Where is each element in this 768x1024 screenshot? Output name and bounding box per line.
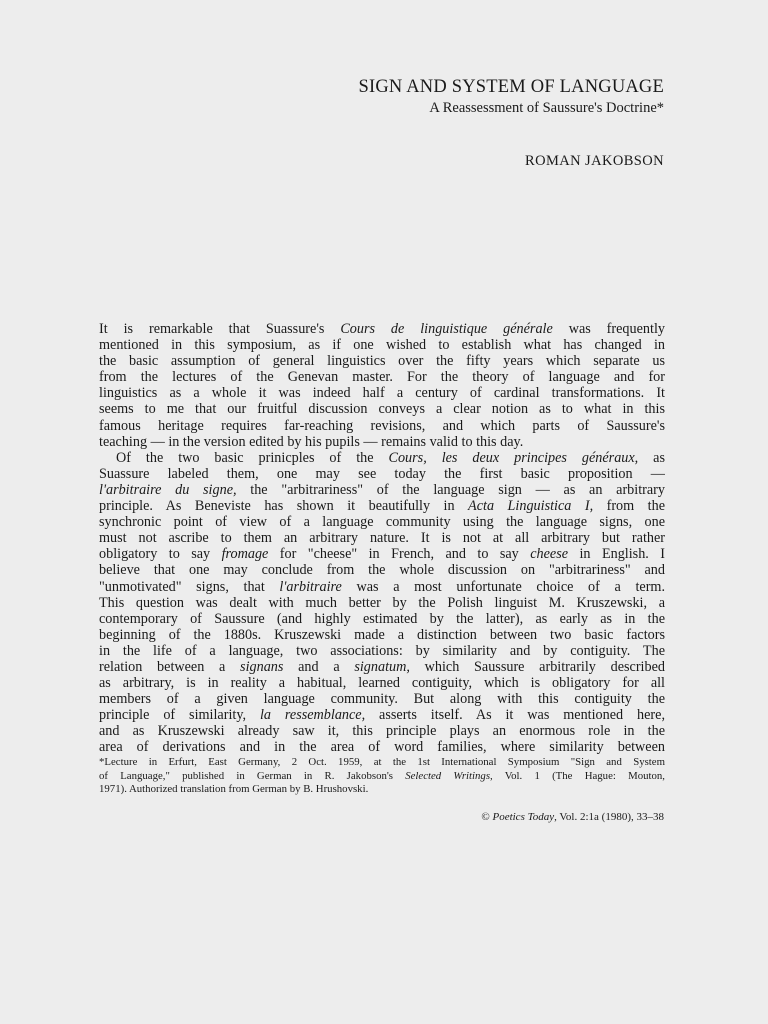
body-line bbox=[99, 707, 665, 723]
italic-text: cheese bbox=[530, 546, 569, 563]
text-run: *Lecture in Erfurt, East Germany, 2 Oct. 1959, at the 1st International Symposium "Sign and System bbox=[99, 756, 665, 768]
body-line bbox=[99, 530, 665, 546]
text-run: area of derivations and in the area of word families, where similarity between bbox=[99, 739, 665, 756]
text-run: obligatory to say bbox=[99, 546, 222, 563]
text-run: This question was dealt with much better by the Polish linguist M. Kruszewski, a bbox=[99, 594, 665, 611]
footnote-line bbox=[99, 783, 665, 797]
body-line bbox=[99, 450, 665, 466]
body-line bbox=[99, 482, 665, 498]
article-subtitle: A Reassessment of Saussure's Doctrine* bbox=[429, 100, 664, 116]
text-run: for "cheese" in French, and to say bbox=[268, 546, 531, 563]
text-run: It is remarkable that Suassure's bbox=[99, 321, 341, 337]
body-line bbox=[99, 579, 665, 595]
italic-text: la ressemblance, bbox=[259, 707, 366, 724]
text-run: 1971). Authorized translation from German by B. Hrushovski. bbox=[99, 783, 369, 795]
text-run: famous heritage requires far-reaching revisions, and which parts of Saussure's bbox=[99, 417, 665, 434]
italic-text: fromage bbox=[221, 546, 269, 563]
text-run: from the lectures of the Genevan master. For the theory of language and for bbox=[99, 369, 665, 386]
body-text bbox=[99, 321, 665, 756]
body-line bbox=[99, 562, 665, 578]
body-line bbox=[99, 418, 665, 434]
body-line bbox=[99, 643, 665, 659]
text-run: the "arbitrariness" of the language sign — as an arbitrary bbox=[236, 481, 665, 498]
text-run: was frequently bbox=[552, 321, 665, 337]
italic-text: signans bbox=[240, 658, 284, 675]
body-line bbox=[99, 466, 665, 482]
journal-details: , Vol. 2:1a (1980), 33–38 bbox=[554, 811, 664, 823]
body-line bbox=[99, 514, 665, 530]
article-header bbox=[358, 76, 664, 118]
text-run: Vol. 1 (The Hague: Mouton, bbox=[492, 769, 665, 782]
text-run: from the bbox=[593, 498, 665, 515]
body-line bbox=[99, 385, 665, 401]
text-run: synchronic point of view of a language community using the language signs, one bbox=[99, 514, 665, 531]
text-run: believe that one may conclude from the whole discussion on "arbitrariness" and bbox=[99, 562, 665, 579]
text-run: Of the two basic prinicples of the bbox=[116, 449, 389, 466]
body-line bbox=[99, 691, 665, 707]
italic-text: Cours, les deux principes généraux, bbox=[388, 449, 639, 466]
body-line bbox=[99, 723, 665, 739]
footnote bbox=[99, 756, 665, 797]
body-line bbox=[99, 675, 665, 691]
author-name: ROMAN JAKOBSON bbox=[525, 153, 664, 169]
text-run: the basic assumption of general linguistics over the fifty years which separate us bbox=[99, 353, 665, 370]
body-line bbox=[99, 321, 665, 337]
body-line bbox=[99, 401, 665, 417]
italic-text: l'arbitraire du signe, bbox=[99, 481, 237, 498]
text-run: seems to me that our fruitful discussion conveys a clear notion as to what in this bbox=[99, 401, 665, 418]
text-run: in English. I bbox=[568, 546, 665, 563]
text-run: in the life of a language, two associations: by similarity and by contiguity. The bbox=[99, 642, 665, 659]
text-run: contemporary of Saussure (and highly estimated by the latter), as early as in the bbox=[99, 610, 665, 627]
text-run: and a bbox=[283, 658, 355, 675]
text-run: relation between a bbox=[99, 658, 241, 675]
body-line bbox=[99, 353, 665, 369]
text-run: principle. As Beneviste has shown it beautifully in bbox=[99, 498, 469, 515]
body-line bbox=[99, 659, 665, 675]
italic-text: Acta Linguistica I, bbox=[468, 498, 594, 515]
body-line bbox=[99, 595, 665, 611]
journal-name: Poetics Today bbox=[492, 811, 555, 823]
body-line bbox=[99, 369, 665, 385]
text-run: "unmotivated" signs, that bbox=[99, 578, 280, 595]
text-run: members of a given language community. But along with this contiguity the bbox=[99, 691, 665, 708]
text-run: as arbitrary, is in reality a habitual, learned contiguity, which is obligatory for all bbox=[99, 675, 665, 692]
body-line bbox=[99, 627, 665, 643]
text-run: beginning of the 1880s. Kruszewski made a distinction between two basic factors bbox=[99, 626, 665, 643]
text-run: and as Kruszewski already saw it, this principle plays an enormous role in the bbox=[99, 723, 665, 740]
text-run: asserts itself. As it was mentioned here, bbox=[365, 707, 665, 724]
body-line bbox=[99, 337, 665, 353]
body-line bbox=[99, 434, 665, 450]
text-run: Suassure labeled them, one may see today the first basic proposition — bbox=[99, 465, 665, 482]
italic-text: signatum, bbox=[354, 658, 410, 675]
footnote-line bbox=[99, 770, 665, 784]
text-run: must not ascribe to them an arbitrary nature. It is not at all arbitrary but rather bbox=[99, 530, 665, 547]
text-run: linguistics as a whole it was indeed half a century of cardinal transformations. It bbox=[99, 385, 665, 402]
text-run: was a most unfortunate choice of a term. bbox=[341, 578, 665, 595]
footnote-line bbox=[99, 756, 665, 770]
text-run: which Saussure arbitrarily described bbox=[409, 658, 665, 675]
body-line bbox=[99, 546, 665, 562]
italic-text: Selected Writings, bbox=[405, 769, 493, 782]
text-run: teaching — in the version edited by his pupils — remains valid to this day. bbox=[99, 433, 524, 450]
text-run: of Language," published in German in R. Jakobson's bbox=[99, 769, 406, 782]
italic-text: l'arbitraire bbox=[279, 578, 342, 595]
text-run: principle of similarity, bbox=[99, 707, 260, 724]
italic-text: Cours de linguistique générale bbox=[340, 321, 553, 337]
copyright-symbol: © bbox=[481, 811, 490, 823]
journal-citation bbox=[481, 811, 664, 823]
text-run: mentioned in this symposium, as if one wished to establish what has changed in bbox=[99, 337, 665, 354]
body-line bbox=[99, 739, 665, 755]
text-run: as bbox=[638, 449, 665, 466]
article-title: SIGN AND SYSTEM OF LANGUAGE bbox=[358, 77, 664, 97]
body-line bbox=[99, 498, 665, 514]
body-line bbox=[99, 611, 665, 627]
